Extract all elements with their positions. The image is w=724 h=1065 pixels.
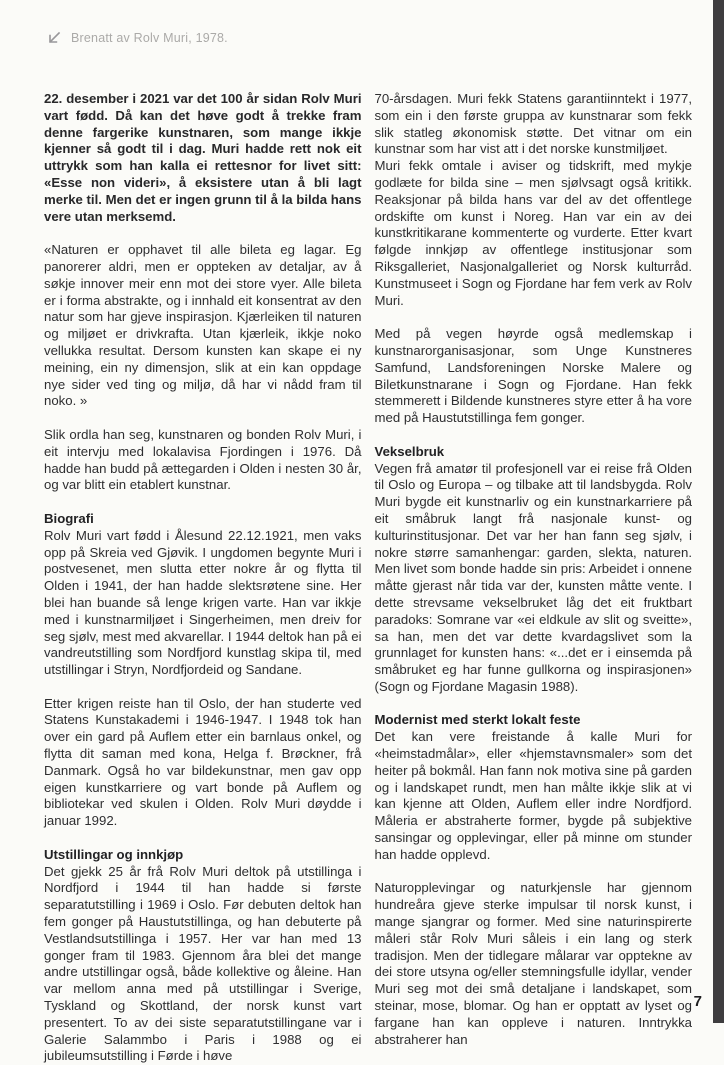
- paragraph: Muri fekk omtale i aviser og tidskrift, med mykje godlæte for bilda sine – men sjølvsagt også kritikk. Reaksjonar på bilda hans var del av det offentlege ordskifte om kunst i Noreg. Han var ein av dei kunstkritikarane kommenterte og vurderte. Etter kvart følgde innkjøp av offentlege institusjonar som Riksgalleriet, Nasjonalgalleriet og Norsk kulturråd. Kunstmuseet i Sogn og Fjordane har fem verk av Rolv Muri.: [374, 158, 692, 308]
- section-heading-utstillingar: Utstillingar og innkjøp: [44, 846, 184, 862]
- figure-caption-text: Brenatt av Rolv Muri, 1978.: [71, 31, 228, 45]
- section-heading-modernist: Modernist med sterkt lokalt feste: [374, 712, 581, 728]
- paragraph: 70-årsdagen. Muri fekk Statens garantiinntekt i 1977, som ein i den første gruppa av kunstnarar som fekk slik statleg økonomisk støtte. Det vitnar om ein kunstnar som har vist att i det norske kunstmiljøet.: [374, 91, 692, 157]
- quote-paragraph: «Naturen er opphavet til alle bileta eg lagar. Eg panorerer aldri, men er oppteken av detaljar, av å søkje innover meir enn mot dei store vyer. Alle bileta er i forma abstrakte, og i innhald eit konsentrat av den natur som har gjeve inspirasjon. Kjærleiken til naturen og miljøet er drivkrafta. Utan kjærleik, ikkje noko vellukka resultat. Dersom kunsten kan skape ei ny meining, ein ny dimensjon, slik at ein kan oppdage nye sider ved ting og miljø, då har vi nådd fram til noko. »: [44, 242, 362, 409]
- paragraph: Det gjekk 25 år frå Rolv Muri deltok på utstillinga i Nordfjord i 1944 til han hadde si første separatutstilling i 1969 i Oslo. Før debuten deltok han fem gonger på Haustutstillinga, og han debuterte på Vestlandsutstillinga i 1957. Her var han med 13 gonger fram til 1983. Gjennom åra blei det mange andre utstillingar også, både kollektive og åleine. Han var mellom anna med på utstillingar i Sverige, Tyskland og Skottland, der norsk kunst vart presentert. To av dei siste separatutstillingane var i Galerie Salammbo i Paris i 1988 og ei jubileumsutstilling i Førde i høve: [44, 863, 362, 1064]
- page-number: 7: [693, 993, 702, 1010]
- paragraph: Naturopplevingar og naturkjensle har gjennom hundreåra gjeve sterke impulsar til norsk kunst, i mange sjangrar og former. Med sine naturinspirerte måleri står Rolv Muri såleis i ein lang og sterk tradisjon. Men der tidlegare målarar var opptekne av dei store utsyna og/eller stemningsfulle idyllar, vender Muri seg mot dei små detaljane i landskapet, som steinar, mose, blomar. Og han er opptatt av lyset og fargane han kan oppleve i naturen. Inntrykka abstraherer han: [374, 880, 692, 1047]
- arrow-down-left-icon: [46, 30, 62, 46]
- column-right: [375, 91, 693, 1065]
- paragraph: Vegen frå amatør til profesjonell var ei reise frå Olden til Oslo og Europa – og tilbake att til landsbygda. Rolv Muri bygde eit kunstnarliv og ein kunstnarkarriere på eit småbruk langt frå nasjonale kunst- og kulturinstitusjonar. Det var her han fann seg sjølv, i nokre større samanhengar: garden, slekta, naturen. Men livet som bonde hadde sin pris: Arbeidet i onnene måtte gjerast når tida var der, kunsten måtte vente. I dette strevsame vekselbruket låg det eit fruktbart paradoks: Somrane var «ei eldkule av slit og sveitte», sa han, men det var dette kvardagslivet som la grunnlaget for kunsten hans: «...det er i einsemda på småbruket eg har funne gullkorna og inspirasjonen» (Sogn og Fjordane Magasin 1988).: [374, 460, 692, 694]
- lead-paragraph: 22. desember i 2021 var det 100 år sidan Rolv Muri vart fødd. Då kan det høve godt å trekke fram denne fargerike kunstnaren, som mange ikkje kjenner så godt til i dag. Muri hadde rett nok eit uttrykk som han kalla ei rettesnor for livet sitt: «Esse non videri», å eksistere utan å bli lagt merke til. Men det er ingen grunn til å la bilda hans vere utan merksemd.: [44, 91, 362, 224]
- article-body: [44, 91, 692, 1065]
- page-edge-bar: [713, 0, 724, 1023]
- column-left: [44, 91, 362, 1065]
- paragraph: Det kan vere freistande å kalle Muri for «heimstadmålar», eller «hjemstavnsmaler» som det heiter på bokmål. Han fann nok motiva sine på garden og i landskapet rundt, men han målte ikkje slik at vi kan kjenne att Olden, Auflem eller indre Nordfjord. Måleria er abstraherte former, bygde på subjektive sansingar og opplevingar, eller på minne om stunder han hadde opplevd.: [374, 729, 692, 862]
- figure-caption: [46, 30, 228, 46]
- paragraph: Med på vegen høyrde også medlemskap i kunstnarorganisasjonar, som Unge Kunstneres Samfund, Landsforeningen Norske Malere og Biletkunstnarane i Sogn og Fjordane. Han fekk stemmerett i Bildende kunstneres styre etter å ha vore med på Haustutstillinga fem gonger.: [374, 326, 692, 426]
- section-heading-biografi: Biografi: [44, 510, 94, 526]
- paragraph: Slik ordla han seg, kunstnaren og bonden Rolv Muri, i eit intervju med lokalavisa Fjordingen i 1976. Då hadde han budd på ættegarden i Olden i nesten 30 år, og var blitt ein etablert kunstnar.: [44, 426, 362, 493]
- paragraph: Rolv Muri vart fødd i Ålesund 22.12.1921, men vaks opp på Skreia ved Gjøvik. I ungdomen begynte Muri i postvesenet, men slutta etter nokre år og flytta til Olden i 1941, der han hadde slektsrøtene sine. Her blei han buande så lenge krigen varte. Han var ikkje med i kunstnarmiljøet i Singerheimen, men dreiv for seg sjølv, mest med akvarellar. I 1944 deltok han på ei vandreutstilling som Nordfjord kunstlag skipa til, med utstillingar i Stryn, Nordfjordeid og Sandane.: [44, 527, 362, 678]
- paragraph: Etter krigen reiste han til Oslo, der han studerte ved Statens Kunstakademi i 1946-1947. I 1948 tok han over ein gard på Auflem etter ein barnlaus onkel, og flytta dit saman med kona, Helga f. Brøckner, frå Danmark. Også ho var bildekunstnar, men gav opp eigen kunstkarriere og vart bonde på Auflem og bibliotekar ved skulen i Olden. Rolv Muri døydde i januar 1992.: [44, 695, 362, 829]
- section-heading-vekselbruk: Vekselbruk: [374, 443, 445, 459]
